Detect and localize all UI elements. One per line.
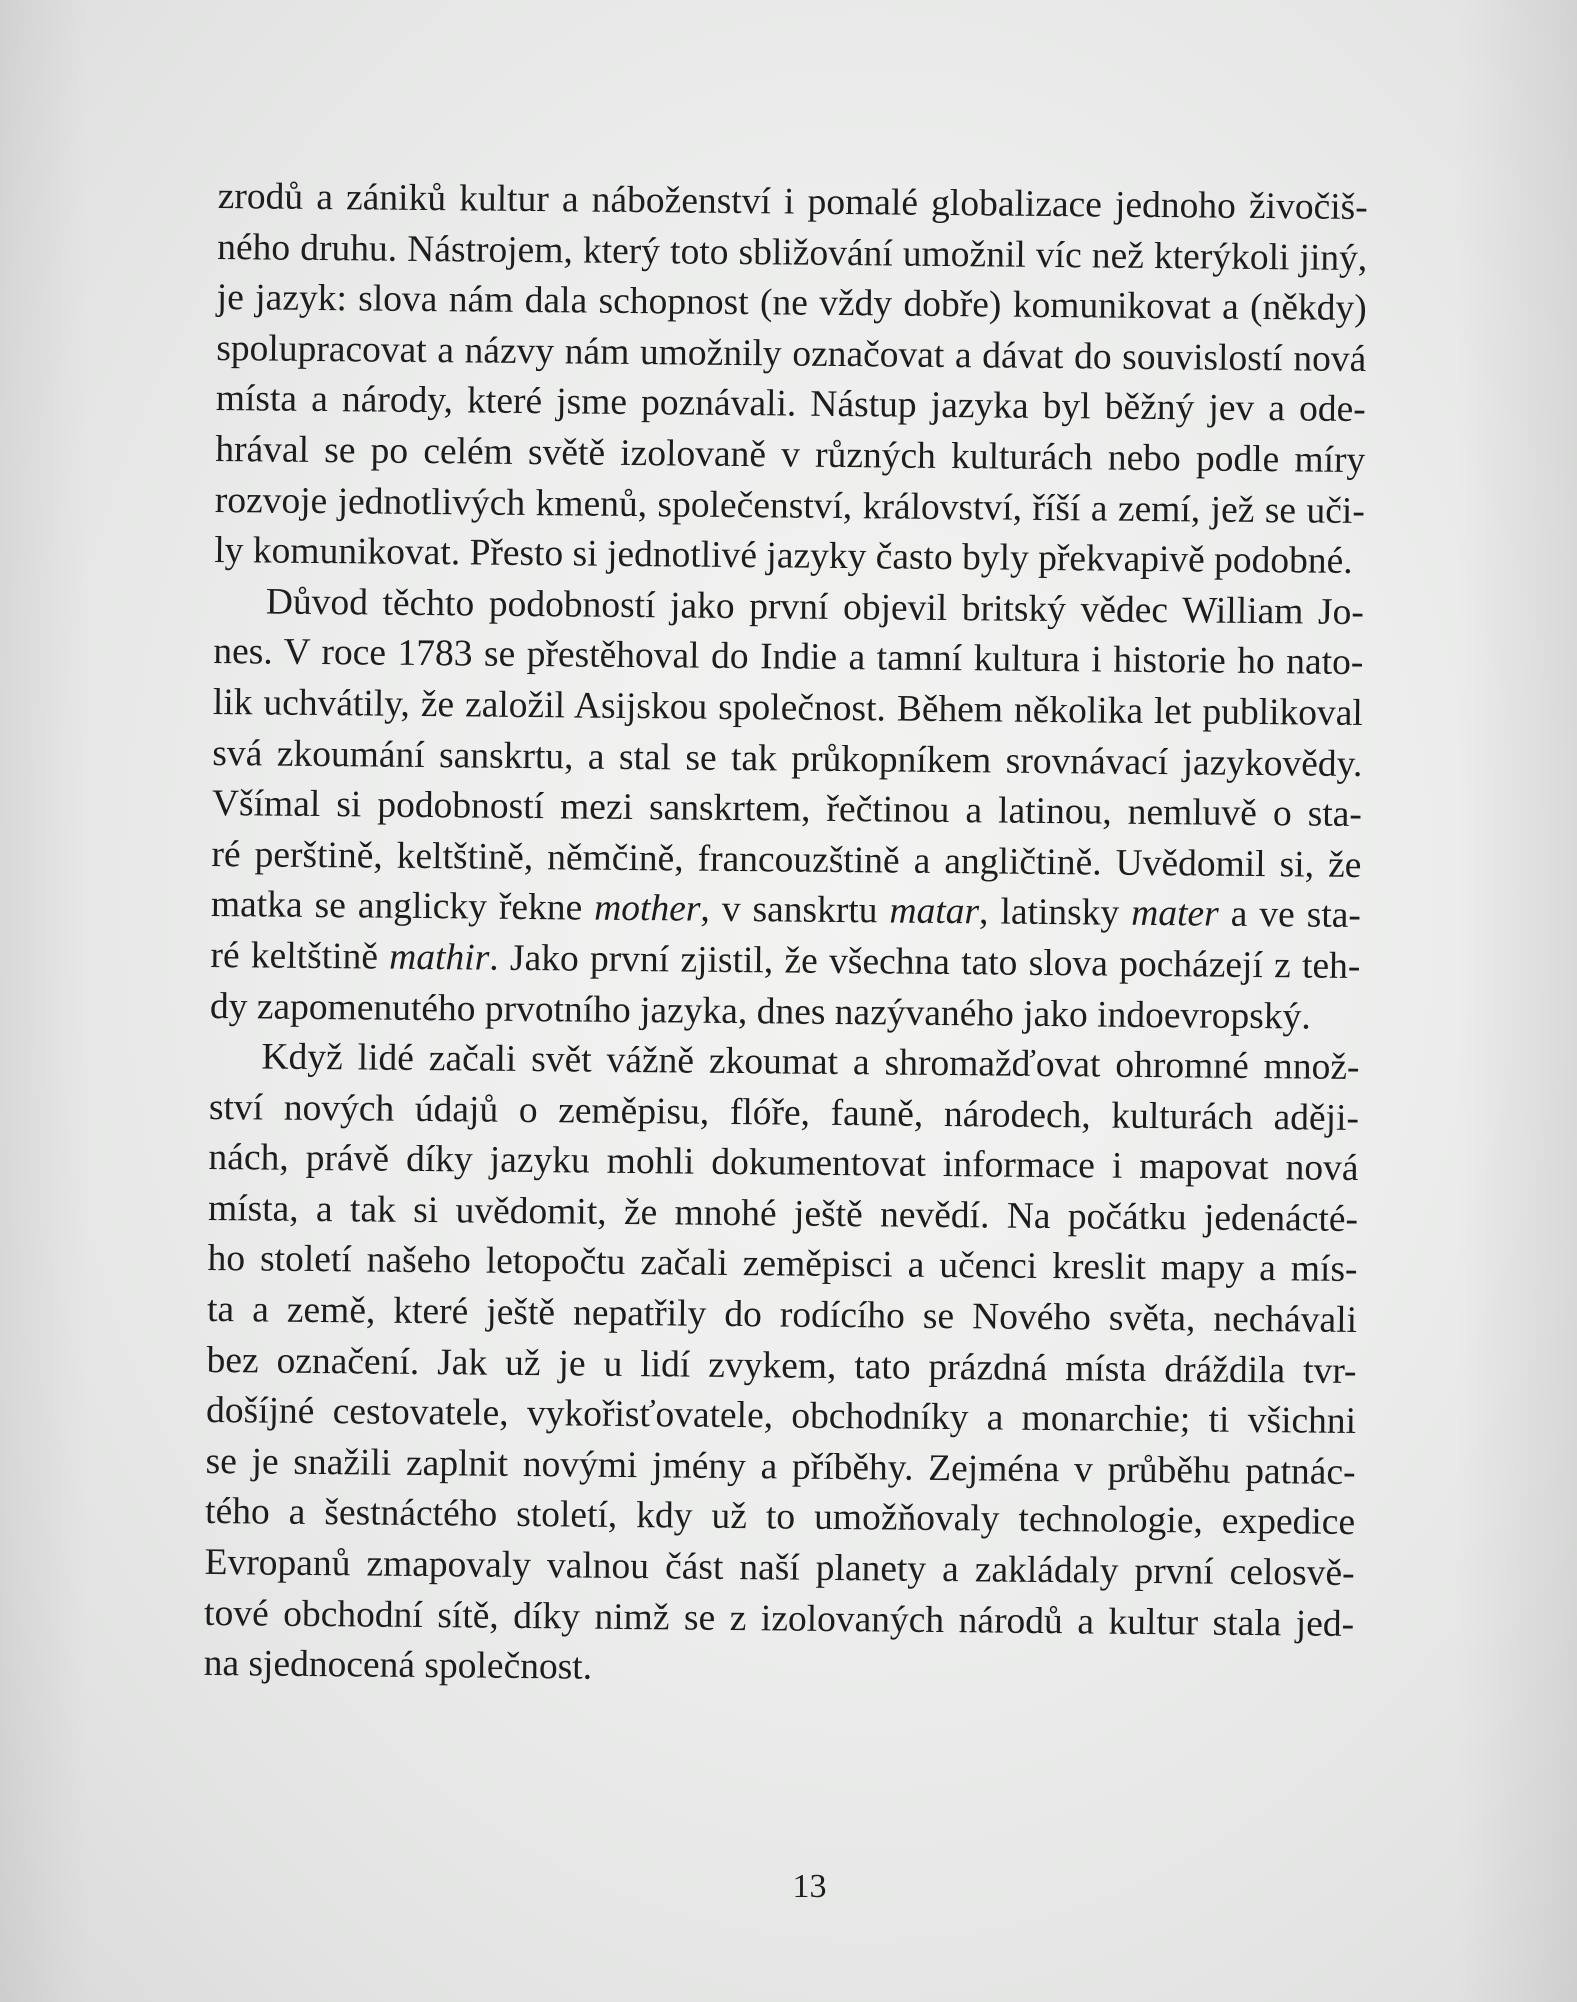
paragraph [210,577,1364,1043]
text-segment: ly komunikovat. Přesto si jednotlivé jazyky často byly překvapivě podobné. [214,530,1353,583]
text-segment: zrodů a zániků kultur a náboženství i pomalé globalizace jednoho živočiš- [217,175,1368,229]
text-segment: . Jako první zjistil, že všechna tato slova pocházejí z teh- [489,937,1361,987]
text-segment: nách, právě díky jazyku mohli dokumentovat informace i mapovat nová [208,1137,1359,1190]
text-segment: ta a země, které ještě nepatřily do rodícího se Nového světa, nechávali [206,1289,1358,1342]
text-segment: se je snažili zaplnit novými jmény a příběhy. Zejména v průběhu patnác- [205,1440,1356,1493]
italic-word: mater [1131,893,1219,935]
text-segment: tého a šestnáctého století, kdy už to umožňovaly technologie, expedice [204,1491,1356,1544]
text-segment: místa, a tak si uvědomit, že mnohé ještě nevědí. Na počátku jedenácté- [207,1187,1359,1240]
text-segment: je jazyk: slova nám dala schopnost (ne vždy dobře) komunikovat a (někdy) [216,277,1367,330]
text-segment: lik uchvátily, že založil Asijskou společnost. Během několika let publikoval [212,681,1364,734]
italic-word: mathir [389,936,490,979]
text-line [203,1639,1353,1701]
text-segment: bez označení. Jak už je u lidí zvykem, tato prázdná místa dráždila tvr- [206,1339,1357,1392]
body-text [203,172,1368,1701]
text-segment: , latinsky [978,891,1132,935]
text-segment: Důvod těchto podobností jako první objevil britský vědec William Jo- [265,581,1365,633]
text-segment: a ve sta- [1218,893,1362,937]
text-segment: ré keltštině [210,934,390,978]
text-segment: ho století našeho letopočtu začali zeměpisci a učenci kreslit mapy a mís- [207,1238,1358,1291]
page-number: 13 [792,1868,827,1905]
text-segment: Evropanů zmapovaly valnou část naší planety a zakládaly první celosvě- [204,1541,1355,1595]
text-segment: matka se anglicky řekne [210,884,595,929]
text-segment: ství nových údajů o zeměpisu, flóře, fauně, národech, kulturách aději- [208,1086,1360,1139]
text-segment: místa a národy, které jsme poznávali. Nástup jazyka byl běžný jev a ode- [215,378,1366,431]
text-segment: dy zapomenutého prvotního jazyka, dnes nazývaného jako indoevropský. [209,985,1311,1038]
paragraph [214,172,1368,588]
text-segment: ré perštině, keltštině, němčině, francouzštině a angličtině. Uvědomil si, že [211,833,1362,886]
text-segment: nes. V roce 1783 se přestěhoval do Indie a tamní kultura i historie ho nato- [213,631,1364,684]
text-segment: svá zkoumání sanskrtu, a stal se tak průkopníkem srovnávací jazykovědy. [212,732,1363,785]
text-segment: ného druhu. Nástrojem, který toto sbližování umožnil víc než kterýkoli jiný, [217,226,1368,279]
text-segment: rozvoje jednotlivých kmenů, společenství, království, říší a zemí, jež se uči- [214,479,1365,532]
text-segment: Všímal si podobností mezi sanskrtem, řečtinou a latinou, nemluvě o sta- [211,783,1363,836]
text-segment: na sjednocená společnost. [203,1643,593,1688]
text-segment: hrával se po celém světě izolovaně v různých kulturách nebo podle míry [215,428,1366,481]
text-segment: tové obchodní sítě, díky nimž se z izolovaných národů a kultur stala jed- [203,1592,1355,1645]
text-segment: došíjné cestovatele, vykořisťovatele, obchodníky a monarchie; ti všichni [205,1390,1357,1443]
text-segment: , v sanskrtu [700,888,890,932]
paragraph [203,1032,1359,1701]
italic-word: mother [594,887,701,930]
text-segment: Když lidé začali svět vážně zkoumat a shromažďovat ohromné množ- [261,1036,1360,1089]
text-segment: spolupracovat a názvy nám umožnily označovat a dávat do souvislostí nová [216,327,1367,380]
italic-word: matar [889,890,980,933]
